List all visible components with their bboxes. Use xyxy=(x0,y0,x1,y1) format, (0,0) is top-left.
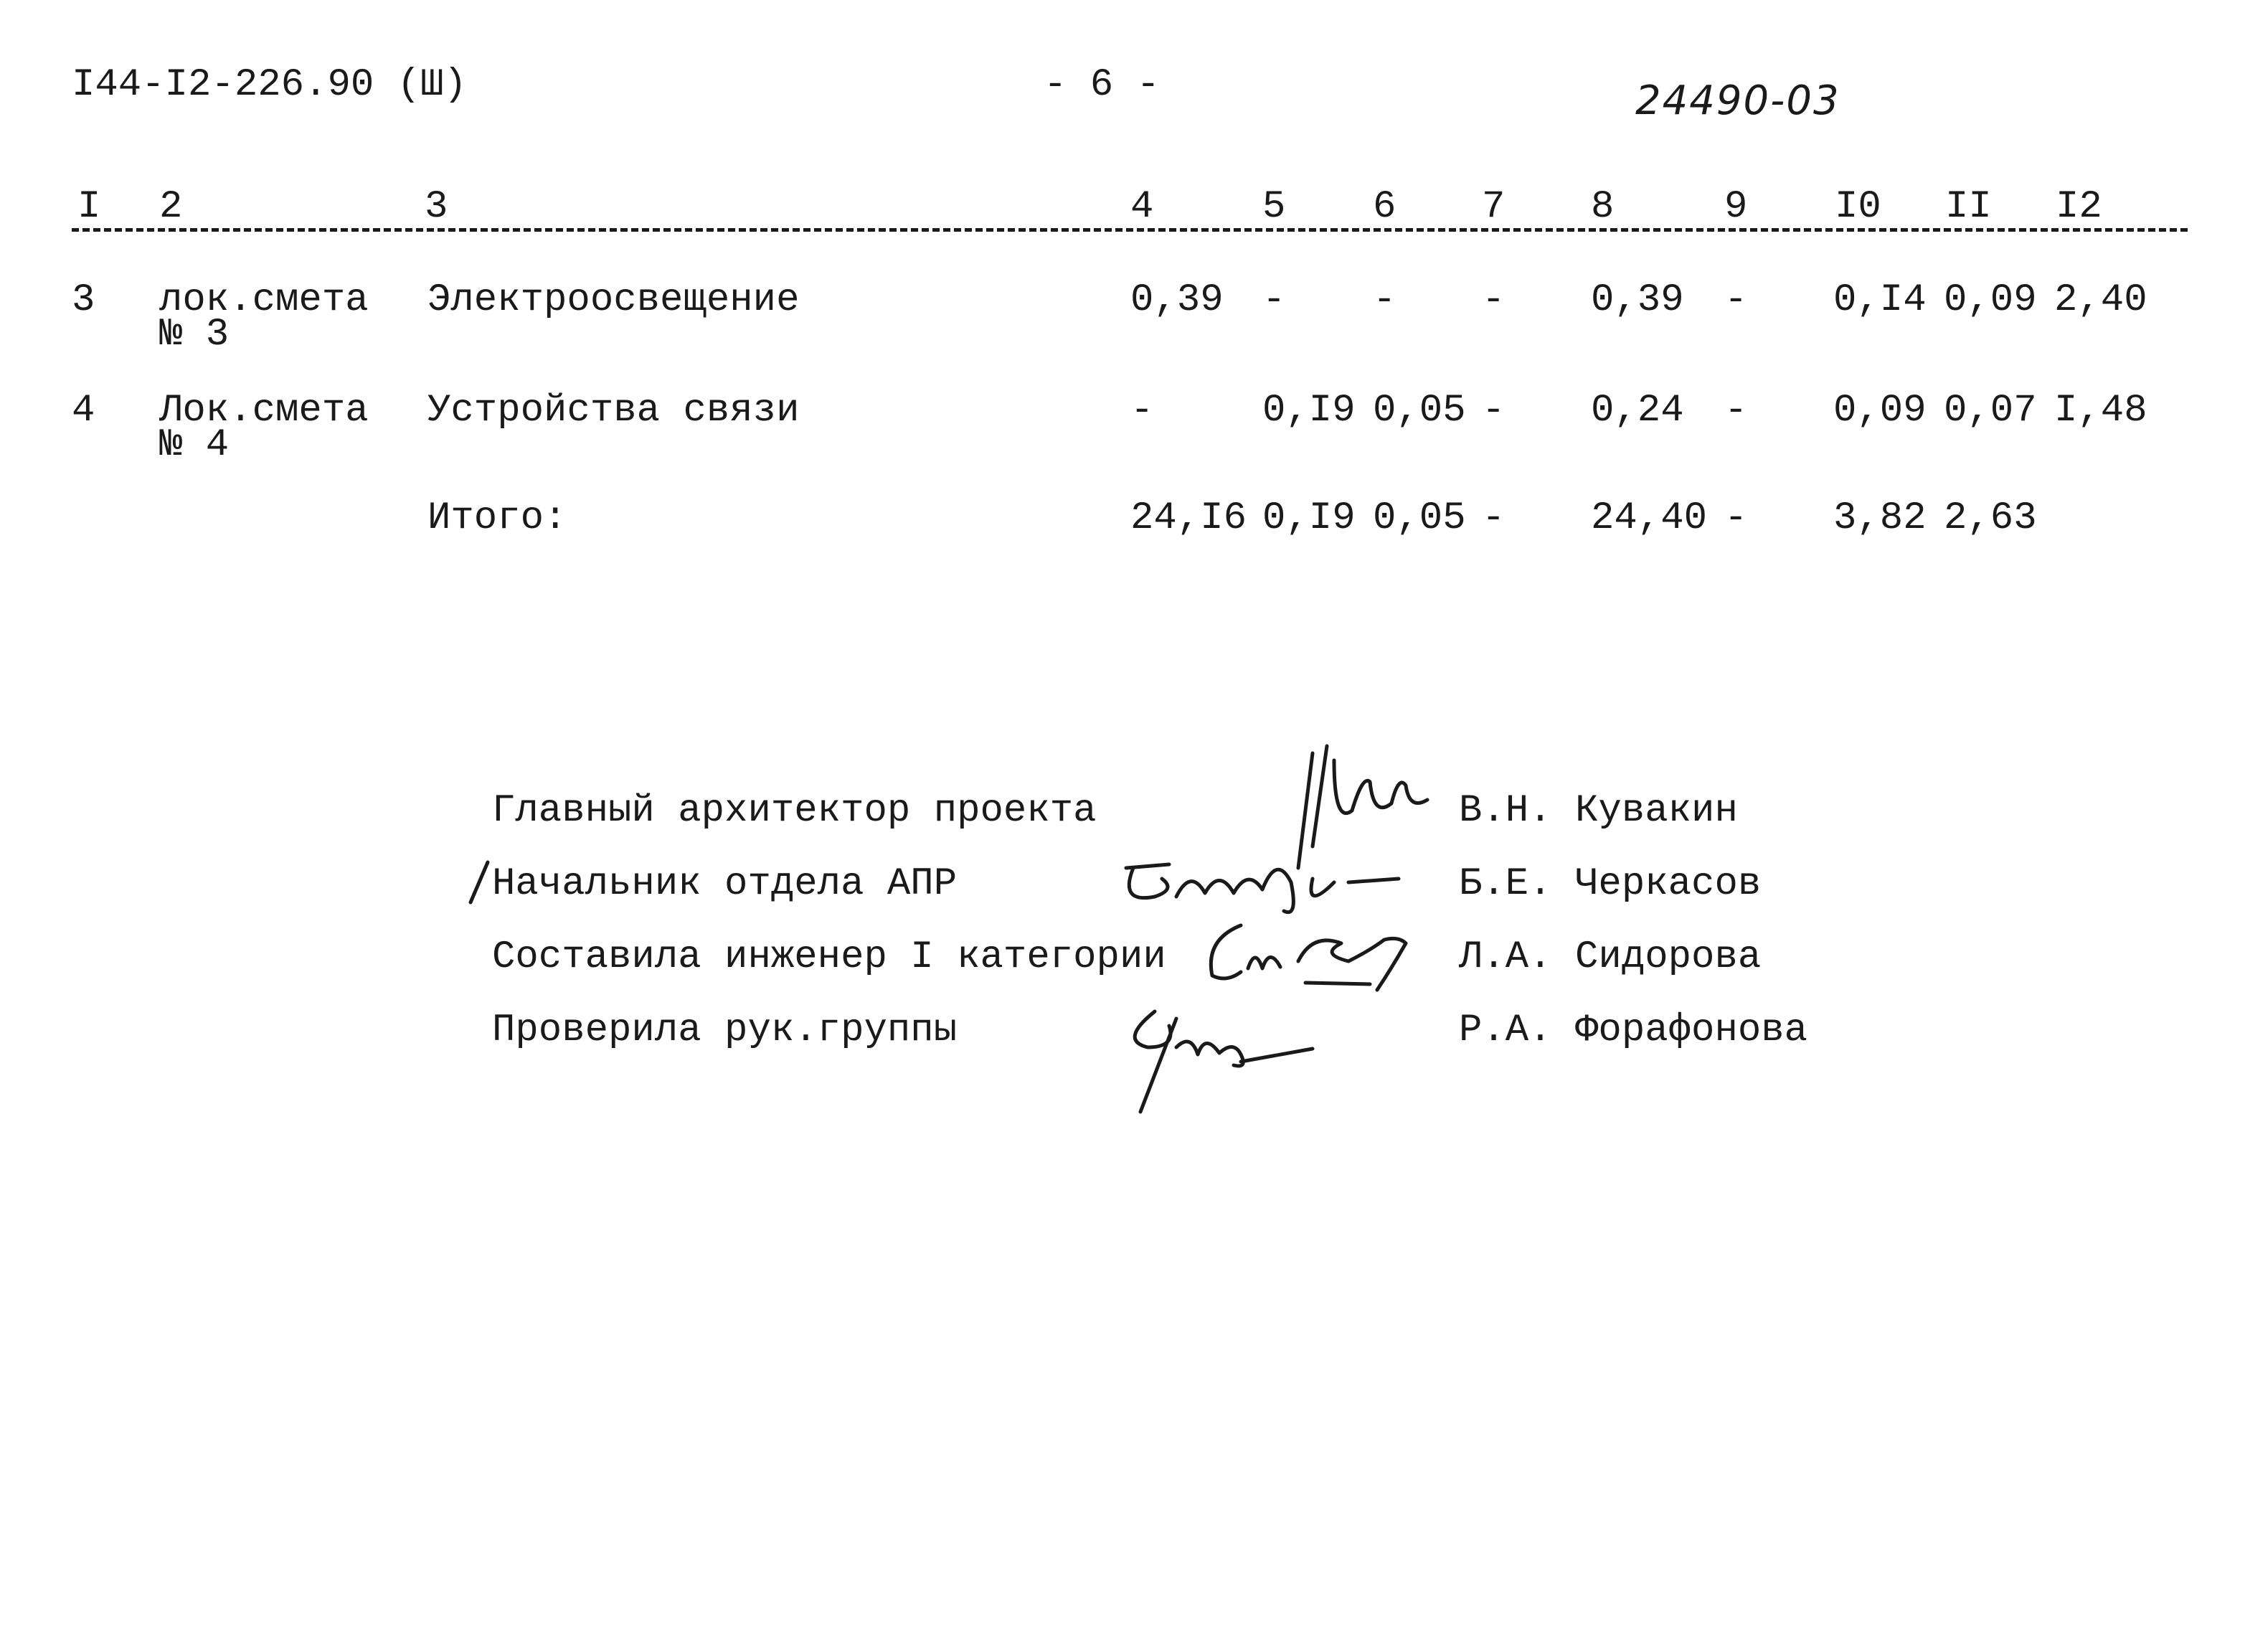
work-name: Электроосвещение xyxy=(427,278,800,322)
cell-col11: 0,07 xyxy=(1944,389,2037,433)
row-number: 4 xyxy=(72,389,95,433)
cell-col10: 0,09 xyxy=(1833,389,1927,433)
total-col6: 0,05 xyxy=(1373,496,1466,540)
header-divider xyxy=(72,228,2188,232)
signatory-name: Б.Е. Черкасов xyxy=(1459,862,1762,906)
col-number: 2 xyxy=(159,185,183,229)
signatory-name: Р.А. Форафонова xyxy=(1459,1009,1808,1052)
cell-col5: - xyxy=(1262,278,1286,322)
signature-forafonova xyxy=(1105,997,1334,1126)
estimate-number: № 4 xyxy=(159,423,230,467)
total-col9: - xyxy=(1724,496,1748,540)
cell-col11: 0,09 xyxy=(1944,278,2037,322)
col-number: I2 xyxy=(2056,185,2102,229)
col-number: II xyxy=(1945,185,1992,229)
signatory-role: Проверила рук.группы xyxy=(492,1009,958,1052)
total-col8: 24,40 xyxy=(1591,496,1708,540)
cell-col8: 0,24 xyxy=(1591,389,1684,433)
col-number: 4 xyxy=(1130,185,1154,229)
signatory-role: Главный архитектор проекта xyxy=(492,789,1097,833)
signatory-role: Составила инженер I категории xyxy=(492,935,1166,979)
handwritten-code: 24490-03 xyxy=(1635,77,1840,124)
cell-col12: I,48 xyxy=(2054,389,2147,433)
total-col11: 2,63 xyxy=(1944,496,2037,540)
cell-col9: - xyxy=(1724,389,1748,433)
cell-col9: - xyxy=(1724,278,1748,322)
col-number: 5 xyxy=(1262,185,1286,229)
cell-col5: 0,I9 xyxy=(1262,389,1356,433)
col-number: 3 xyxy=(425,185,448,229)
document-code: I44-I2-226.90 (Ш) xyxy=(72,63,467,107)
cell-col6: 0,05 xyxy=(1373,389,1466,433)
cell-col4: 0,39 xyxy=(1130,278,1224,322)
cell-col10: 0,I4 xyxy=(1833,278,1927,322)
signatory-role: Начальник отдела АПР xyxy=(492,862,958,906)
estimate-number: № 3 xyxy=(159,313,230,357)
total-col10: 3,82 xyxy=(1833,496,1927,540)
cell-col7: - xyxy=(1482,278,1506,322)
total-col7: - xyxy=(1482,496,1506,540)
row-number: 3 xyxy=(72,278,95,322)
page-number: - 6 - xyxy=(1044,63,1161,107)
col-number: 9 xyxy=(1724,185,1748,229)
cell-col12: 2,40 xyxy=(2054,278,2147,322)
signatory-name: Л.А. Сидорова xyxy=(1459,935,1762,979)
col-number: 6 xyxy=(1373,185,1396,229)
col-number: I0 xyxy=(1835,185,1881,229)
col-number: I xyxy=(77,185,101,229)
total-col5: 0,I9 xyxy=(1262,496,1356,540)
cell-col7: - xyxy=(1482,389,1506,433)
work-name: Устройства связи xyxy=(427,389,800,433)
signature-sidorova xyxy=(1198,911,1420,997)
total-label: Итого: xyxy=(427,496,567,540)
cell-col4: - xyxy=(1130,389,1154,433)
pen-mark xyxy=(466,858,495,908)
col-number: 8 xyxy=(1591,185,1615,229)
total-col4: 24,I6 xyxy=(1130,496,1247,540)
signatory-name: В.Н. Кувакин xyxy=(1459,789,1738,833)
estimate-label: Лок.смета xyxy=(159,389,369,433)
estimate-label: лок.смета xyxy=(159,278,369,322)
cell-col8: 0,39 xyxy=(1591,278,1684,322)
cell-col6: - xyxy=(1373,278,1396,322)
col-number: 7 xyxy=(1482,185,1506,229)
